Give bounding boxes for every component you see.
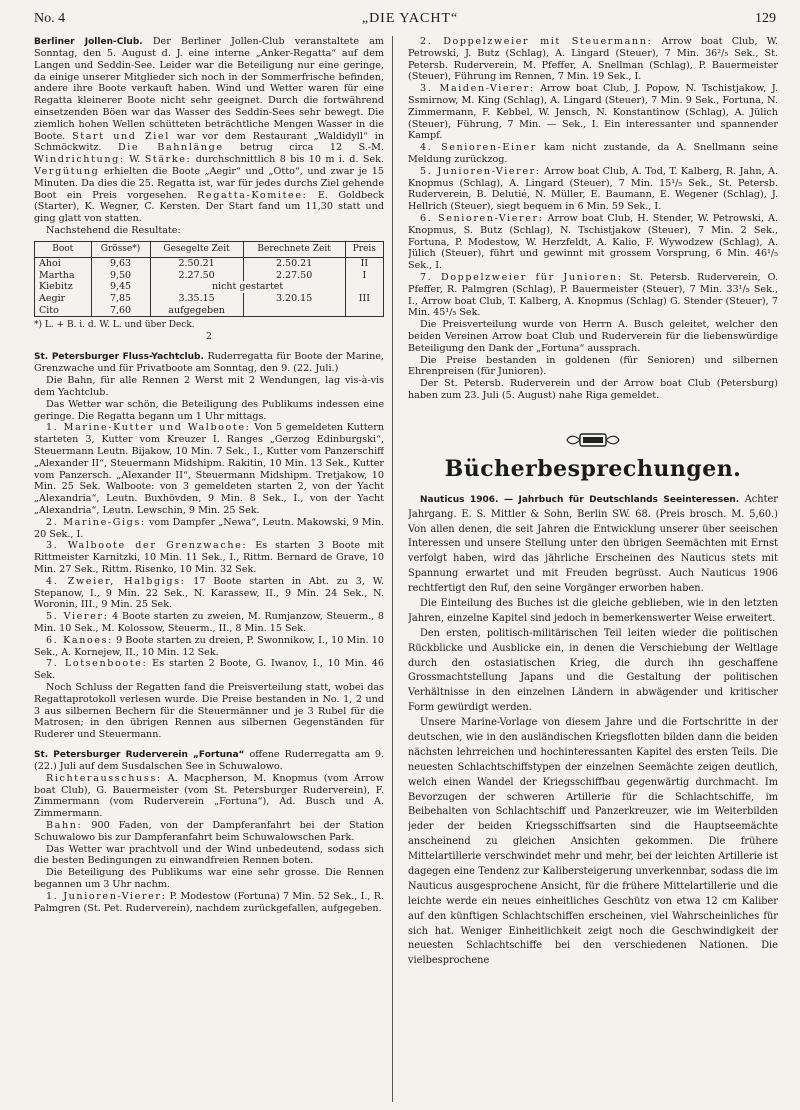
berliner-paragraph: Berliner Jollen-Club. Der Berliner Jollen-Club veranstaltete am Sonntag, den 5. August d. J. eine interne „Anker-Regatta“ auf dem Langen und Seddin-See. Leider war die Beteiligung nur eine geringe, da einige unserer Mitglieder sich noch in der Sommerfrische befinden, andere ihre Boote verkauft haben. Wind und Wetter waren für eine Regatta kleinerer Boote nicht sehr geeignet. Durch die fortwährend einsetzenden Böen war das Wasser des Seddin-Sees sehr bewegt. Die ziemlich hohen Wellen schütteten beträchtliche Mengen Wasser in die Boote. Start und Ziel war vor dem Restaurant „Waldidyll“ in Schmöckwitz. Die Bahnlänge betrug circa 12 S.-M. Windrichtung: W. Stärke: durchschnittlich 8 bis 10 m i. d. Sek. Vergütung erhielten die Boote „Aegir“ und „Otto“, und zwar je 15 Minuten. Da dies die 25. Regatta ist, war für jedes durchs Ziel gehende Boot ein Preis vorgesehen. Regatta-Komitee: E. Goldbeck (Starter), K. Wegner, C. Kersten. Der Start fand um 11,30 statt und ging glatt von statten. (34, 36, 384, 225)
article-heading: St. Petersburger Fluss-Yachtclub. (34, 352, 204, 363)
page-header (34, 10, 776, 28)
table-row: Cito 7,60 aufgegeben (35, 305, 384, 317)
article-heading: Berliner Jollen-Club. (34, 37, 143, 47)
col-preis: Preis (345, 241, 383, 257)
berliner-jollen-club-article (34, 36, 384, 343)
table-row: Ahoi 9,63 2.50.21 2.50.21 II (35, 257, 384, 269)
page-number: 129 (755, 11, 776, 26)
left-column (34, 36, 384, 1102)
col-boot: Boot (35, 241, 92, 257)
table-footnote: *) L. + B. i. d. W. L. und über Deck. (34, 320, 195, 331)
results-table-header (35, 241, 384, 257)
table-row: Kiebitz 9,45 nicht gestartet (35, 281, 384, 293)
col-berechnet: Berechnete Zeit (243, 241, 345, 257)
table-row: Martha 9,50 2.27.50 2.27.50 I (35, 270, 384, 282)
section-title: Bücherbesprechungen. (444, 455, 742, 482)
signature-mark: 2 (206, 332, 212, 343)
review-heading: Nauticus 1906. — Jahrbuch für Deutschlands Seeinteressen. (420, 494, 740, 505)
article-heading: St. Petersburger Ruderverein „Fortuna“ (34, 749, 245, 760)
issue-number: No. 4 (34, 11, 66, 26)
results-intro: Nachstehend die Resultate: (46, 225, 181, 237)
fortuna-results-continued: 2. Doppelzweier mit Steuermann: Arrow boat Club, W. Petrowski, J. Butz (Schlag), A. Lingard (Steuer), 7 Min. 36²/₅ Sek., St. Petersb. Ruderverein, M. Pfeffer, A. Snellman (Schlag), P. Bauermeister (Steuer), Führung im Rennen, 7 Min. 19 Sek., I. 3. Maiden-Vierer: Arrow boat Club, J. Popow, N. Tschistjakow, J. Ssmirnow, M. King (Schlag), A. Lingard (Steuer), 7 Min. 9 Sek., Fortuna, N. Zimmermann, F. Kebbel, W. Jensch, N. Konstantinow (Schlag), A. Jülich (Steuer), Führung, 7 Min. — Sek., I. Ein interessanter und spannender Kampf. 4. Senioren-Einer kam nicht zustande, da A. Snellmann seine Meldung zurückzog. 5. Junioren-Vierer: Arrow boat Club, A. Tod, T. Kalberg, R. Jahn, A. Knopmus (Schlag), A. Lingard (Steuer), 7 Min. 15¹/₅ Sek., St. Petersb. Ruderverein, B. Delutié, N. Müller, E. Baumann, E. Wegener (Schlag), J. Hellrich (Steuer), siegt bequem in 6 Min. 59 Sek., I. 6. Senioren-Vierer: Arrow boat Club, H. Stender, W. Petrowski, A. Knopmus, S. Butz (Schlag), N. Tschistjakow (Steuer), 7 Min. 2 Sek., Fortuna, P. Modestow, W. Herzfeldt, A. Kalio, F. Wywodzew (Schlag), A. Jülich (Steuer), führt und gewinnt mit grossem Vorsprung, 6 Min. 46¹/₅ Sek., I. 7. Doppelzweier für Junioren: St. Petersb. Ruderverein, O. Pfeffer, R. Palmgren (Schlag), P. Bauermeister (Steuer), 7 Min. 33¹/₅ Sek., I., Arrow boat Club, T. Kalberg, A. Knopmus (Schlag) G. Stender (Steuer), 7 Min. 45¹/₅ Sek. Die Preisverteilung wurde von Herrn A. Busch geleitet, welcher den beiden Vereinen Arrow boat Club und Ruderverein für die liebenswürdige Beteiligung den Dank der „Fortuna“ aussprach. Die Preise bestanden in goldenen (für Senioren) und silbernen Ehrenpreisen (für Junioren). Der St. Petersb. Ruderverein und der Arrow boat Club (Petersburg) haben zum 23. Juli (5. August) nahe Riga gemeldet. (408, 36, 778, 401)
right-column (408, 36, 778, 1102)
table-row: Aegir 7,85 3.35.15 3.20.15 III (35, 293, 384, 305)
results-table (34, 241, 384, 317)
column-divider (392, 36, 393, 1102)
fortuna-article: St. Petersburger Ruderverein „Fortuna“ offene Ruderregatta am 9. (22.) Juli auf dem Susdalschen See in Schuwalowo. Richterausschuss: A. Macpherson, M. Knopmus (vom Arrow boat Club), G. Bauermeister (vom St. Petersburger Ruderverein), F. Zimmermann (vom Ruderverein „Fortuna“), Ad. Busch und A. Zimmermann. Bahn: 900 Faden, von der Dampferanfahrt bei der Station Schuwalowo bis zur Dampferanfahrt beim Schuwalowschen Park. Das Wetter war prachtvoll und der Wind unbedeutend, sodass sich die besten Bedingungen zu einwandfreien Rennen boten. Die Beteiligung des Publikums war eine sehr grosse. Die Rennen begannen um 3 Uhr nachm. 1. Junioren-Vierer: P. Modestow (Fortuna) 7 Min. 52 Sek., I., R. Palmgren (St. Pet. Ruderverein), nachdem zurückgefallen, aufgegeben. (34, 748, 384, 914)
nauticus-review: Nauticus 1906. — Jahrbuch für Deutschlands Seeinteressen. Achter Jahrgang. E. S. Mittler & Sohn, Berlin SW. 68. (Preis brosch. M. 5,60.) Von allen denen, die seit Jahren die Entwicklung unserer über seeischen Interessen und unsere Stellung unter den übrigen Seemächten mit Ernst verfolgt haben, wird das jährliche Erscheinen des Nauticus stets mit Spannung erwartet und mit Freuden begrüsst. Auch Nauticus 1906 rechtfertigt den Ruf, den seine Vorgänger erworben haben. Die Einteilung des Buches ist die gleiche geblieben, wie in den letzten Jahren, einzelne Kapitel sind jedoch in bemerkenswerter Weise erweitert. Den ersten, politisch-militärischen Teil leiten wieder die politischen Rückblicke und Ausblicke ein, in denen die Verschiebung der Weltlage durch den ostasiatischen Krieg, die durch ihn geschaffene Grossmachtstellung Japans und die Gestaltung der politischen Verhältnisse in den einzelnen Ländern in abwägender und kritischer Form gewürdigt werden. Unsere Marine-Vorlage von diesem Jahre und die Fortschritte in der deutschen, wie in den ausländischen Kriegsflotten bilden dann die beiden nächsten lehrreichen und hochinteressanten Kapitel des ersten Teils. Die neuesten Schlachtschiffstypen der einzelnen Seemächte zeigen deutlich, welch einen Wandel der Kriegsschiffbau gegenwärtig durchmacht. Im Bevorzugen der schweren Artillerie für die Schlachtschiffe, im Beibehalten von Schlachtschiff und Panzerkreuzer, wie im Weiterbilden jeder der beiden Kriegsschiffsarten sind die Hauptseemächte anscheinend zu gleichen Ansichten gekommen. Die frühere Mittelartillerie verschwindet mehr und mehr, bei der leichten Artillerie ist dagegen eine Tendenz zur Kalibersteigerung unverkennbar, sodass die im Nauticus ausgesprochene Ansicht, für die frühere Mittelartillerie und die leichte werde ein neues einheitliches Geschütz von etwa 12 cm Kaliber auf den künftigen Schlachtschiffen erscheinen, viel Wahrscheinliches für sich hat. Weniger Einheitlichkeit zeigt noch die Geschwindigkeit der neuesten Schlachtschiffe bei den verschiedenen Nationen. Die vielbesprochene (408, 493, 778, 967)
magazine-title: „DIE YACHT“ (361, 11, 459, 26)
ornament-icon (408, 432, 778, 448)
petersburg-fluss-yachtclub-article: St. Petersburger Fluss-Yachtclub. Ruderregatta für Boote der Marine, Grenzwache und für Privatboote am Sonntag, den 9. (22. Juli.) Die Bahn, für alle Rennen 2 Werst mit 2 Wendungen, lag vis-à-vis dem Yachtclub. Das Wetter war schön, die Beteiligung des Publikums indessen eine geringe. Die Regatta begann um 1 Uhr mittags. 1. Marine-Kutter und Walboote: Von 5 gemeldeten Kuttern starteten 3, Kutter vom Kreuzer I. Ranges „Gerzog Edinburgski“, Steuermann Leutn. Bijakow, 10 Min. 7 Sek., I., Kutter vom Panzerschiff „Alexander II“, Steuermann Midshipm. Rakitin, 10 Min. 13 Sek., Kutter vom Panzersch. „Alexander II“, Steuermann Midshipm. Tretjakow, 10 Min. 25 Sek. Walboote: von 3 gemeldeten starten 2, von der Yacht „Alexandria“, Leutn. Buxhövden, 9 Min. 8 Sek., I., von der Yacht „Alexandria“, Leutn. Lewschin, 9 Min. 25 Sek. 2. Marine-Gigs: vom Dampfer „Newa“, Leutn. Makowski, 9 Min. 20 Sek., I. 3. Walboote der Grenzwache: Es starten 3 Boote mit Rittmeister Karnitzki, 10 Min. 11 Sek., I., Rittm. Bernard de Grave, 10 Min. 27 Sek., Rittm. Risenko, 10 Min. 32 Sek. 4. Zweier, Halbgigs: 17 Boote starten in Abt. zu 3, W. Stepanow, I., 9 Min. 22 Sek., N. Karassew, II., 9 Min. 24 Sek., N. Woronin, III., 9 Min. 25 Sek. 5. Vierer: 4 Boote starten zu zweien, M. Rumjanzow, Steuerm., 8 Min. 10 Sek., M. Kolossow, Steuerm., II., 8 Min. 15 Sek. 6. Kanoes: 9 Boote starten zu dreien, P. Swonnikow, I., 10 Min. 10 Sek., A. Kornejew, II., 10 Min. 12 Sek. 7. Lotsenboote: Es starten 2 Boote, G. Iwanov, I., 10 Min. 46 Sek. Noch Schluss der Regatten fand die Preisverteilung statt, wobei das Regattaprotokoll verlesen wurde. Die Preise bestanden in No. 1, 2 und 3 aus silbernen Bechern für die Steuermänner und je 3 Rubel für die Matrosen; in den übrigen Rennen aus silbernen Gegenständen für Ruderer und Steuermann. (34, 351, 384, 741)
col-gesegelt: Gesegelte Zeit (150, 241, 243, 257)
col-groesse: Grösse*) (91, 241, 150, 257)
